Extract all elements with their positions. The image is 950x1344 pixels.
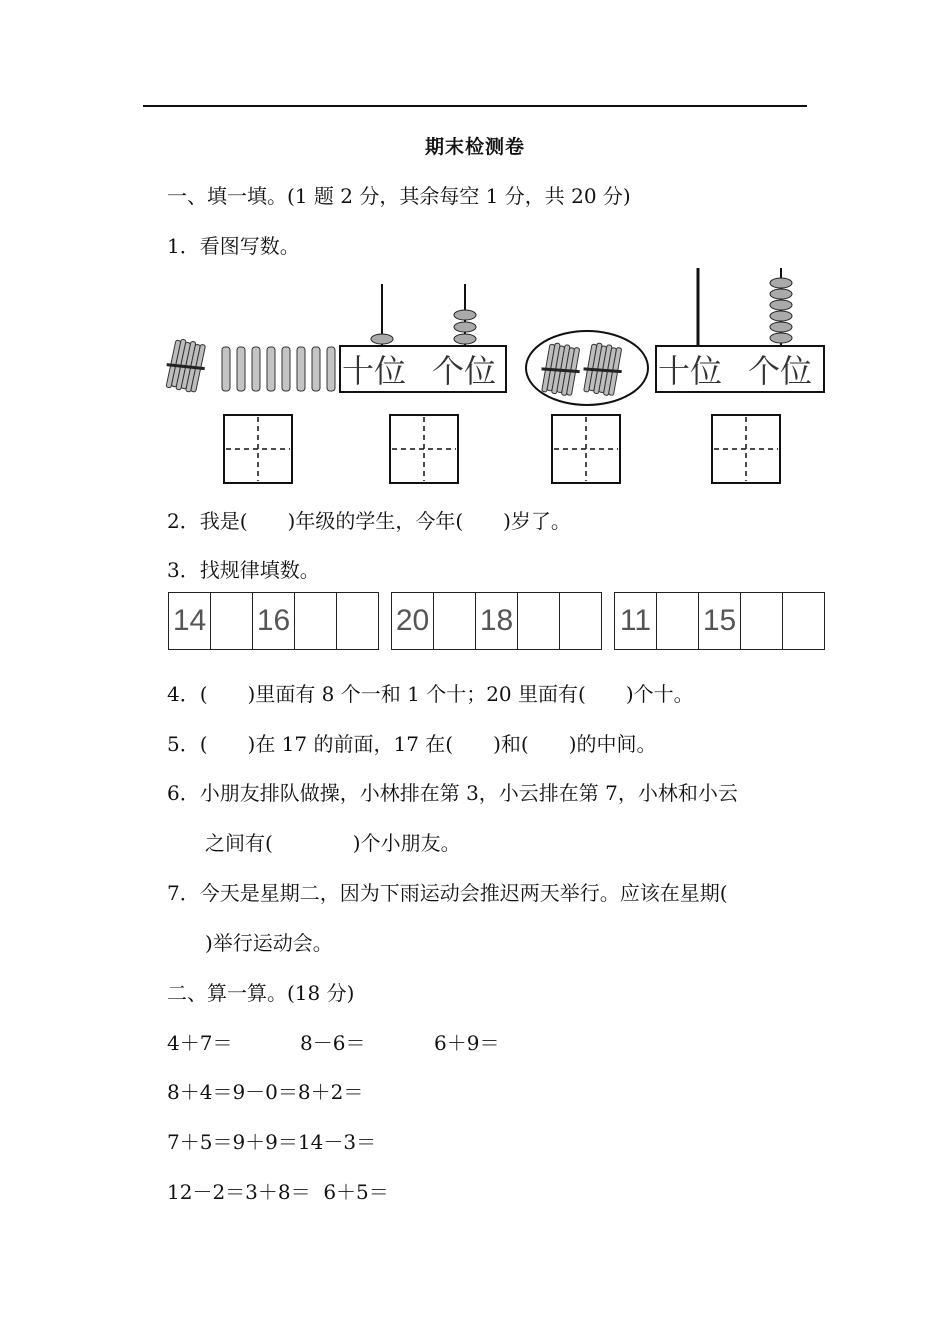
sequence-cell: 20 [392,593,434,649]
sequence-cell: 14 [169,593,211,649]
calc-row-1-b: 8－6＝ [300,1031,366,1055]
circled-bundles [526,331,648,405]
answer-grid-4 [712,415,780,483]
question-7-line-1: 7．今天是星期二，因为下雨运动会推迟两天举行。应该在星期( [167,881,728,905]
sequence-blank[interactable] [434,593,476,649]
sequence-3 [614,592,825,650]
page-title: 期末检测卷 [424,136,525,158]
top-rule [143,105,807,107]
sequence-blank[interactable] [560,593,601,649]
question-6-line-2: 之间有( )个小朋友。 [205,831,461,855]
sequence-blank[interactable] [783,593,824,649]
calc-row-1-c: 6＋9＝ [434,1031,500,1055]
sequence-cell: 18 [476,593,518,649]
tens-label: 十位 [342,352,407,390]
calc-row-1-a: 4＋7＝ [167,1031,233,1055]
question-3: 3．找规律填数。 [167,558,320,582]
single-sticks [222,347,335,391]
sequence-2 [391,592,602,650]
calc-row-3: 7＋5＝9＋9＝14－3＝ [167,1130,377,1154]
sequence-cell: 15 [699,593,741,649]
question-5: 5．( )在 17 的前面，17 在( )和( )的中间。 [167,732,657,756]
sequence-blank[interactable] [337,593,378,649]
sequence-blank[interactable] [295,593,337,649]
ones-label: 个位 [432,352,497,390]
calc-row-2: 8＋4＝9－0＝8＋2＝ [167,1080,364,1104]
sequence-1 [168,592,379,650]
sequence-blank[interactable] [741,593,783,649]
sequence-blank[interactable] [657,593,699,649]
question-4: 4．( )里面有 8 个一和 1 个十；20 里面有( )个十。 [167,682,694,706]
question-1: 1．看图写数。 [167,234,300,258]
sequence-blank[interactable] [211,593,253,649]
section2-heading: 二、算一算。(18 分) [167,981,355,1005]
tens-label-2: 十位 [658,352,723,390]
calc-row-4: 12－2＝3＋8＝ 6＋5＝ [167,1180,389,1204]
abacus-2 [656,268,824,392]
stick-bundle-1 [162,337,210,394]
answer-grid-2 [390,415,458,483]
ones-label-2: 个位 [748,352,813,390]
question-2: 2．我是( )年级的学生，今年( )岁了。 [167,509,571,533]
counting-figure [160,260,840,490]
section1-heading: 一、填一填。(1 题 2 分，其余每空 1 分，共 20 分) [167,184,631,208]
answer-grid-3 [552,415,620,483]
question-7-line-2: )举行运动会。 [205,931,333,955]
sequence-blank[interactable] [518,593,560,649]
answer-grid-1 [224,415,292,483]
sequence-cell: 16 [253,593,295,649]
abacus-1 [340,284,506,392]
question-6-line-1: 6．小朋友排队做操，小林排在第 3，小云排在第 7，小林和小云 [167,781,738,805]
sequence-cell: 11 [615,593,657,649]
